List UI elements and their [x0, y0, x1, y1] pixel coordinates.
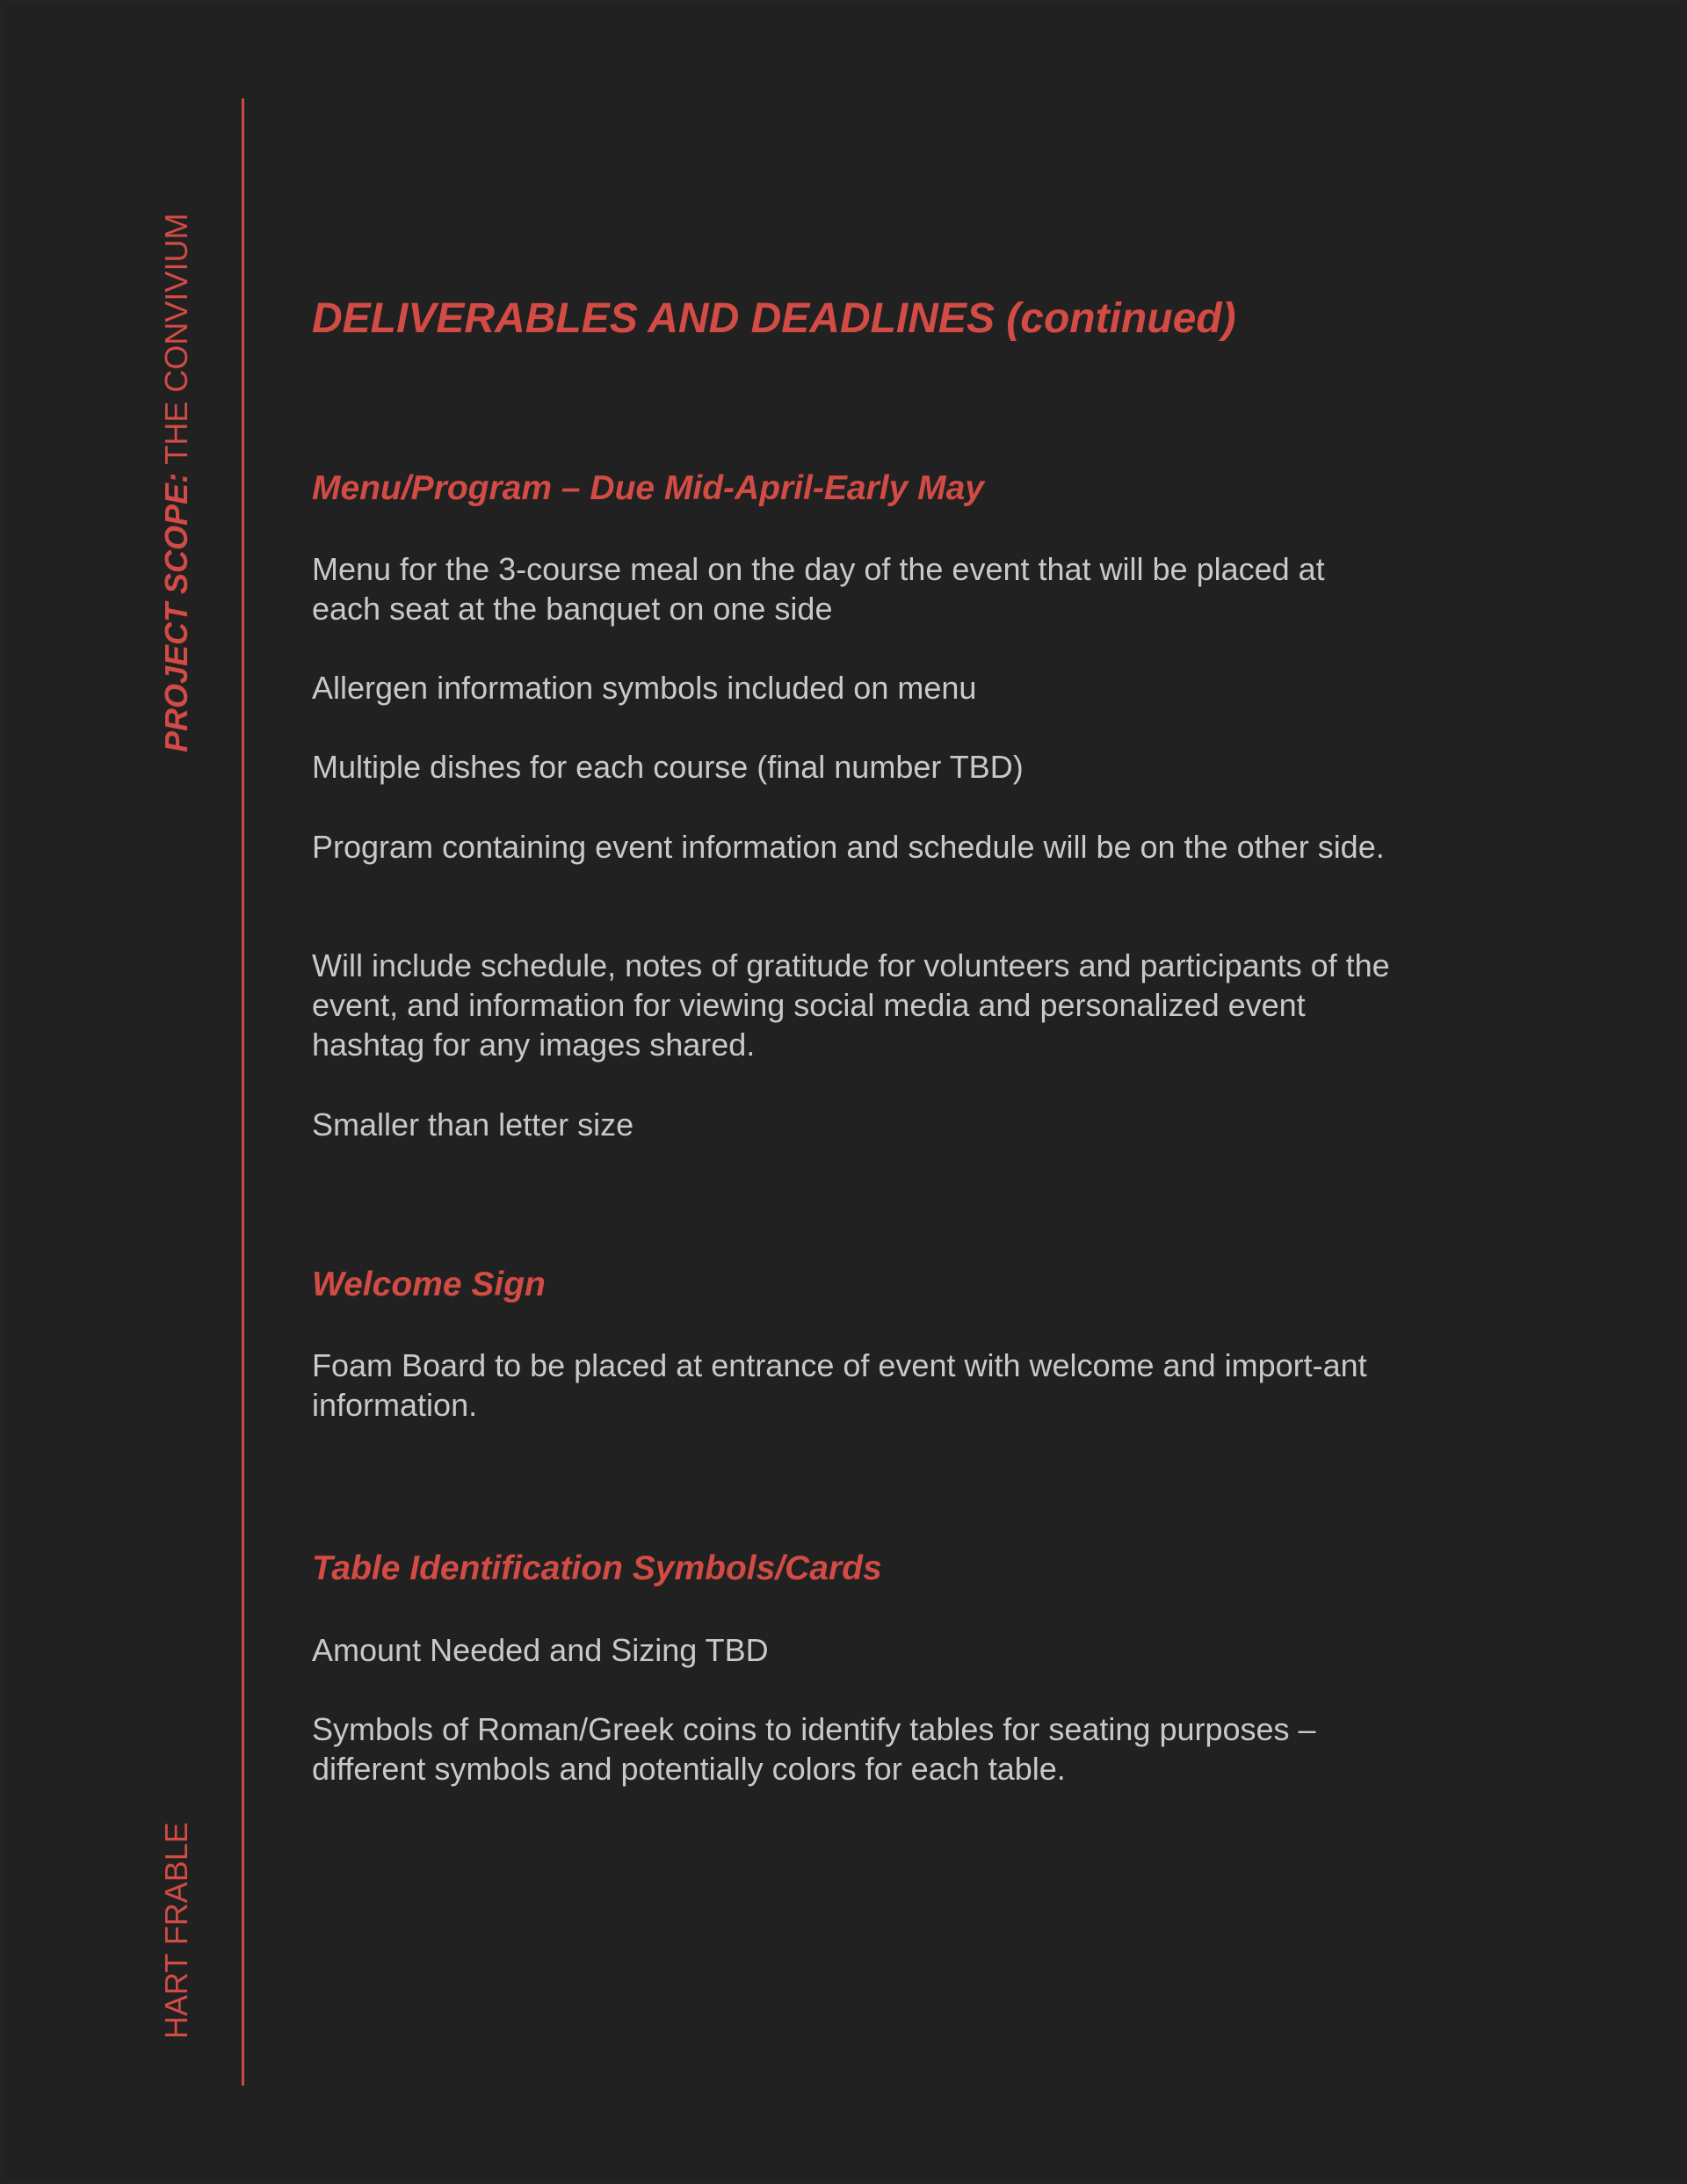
- paragraph: Will include schedule, notes of gratitude for volunteers and participants of the event, and information for viewing social media and personalized event hashtag for any images shared.: [312, 947, 1390, 1063]
- paragraph: Multiple dishes for each course (final number TBD): [312, 749, 1024, 785]
- paragraph: Program containing event information and schedule will be on the other side.: [312, 829, 1385, 865]
- section-heading-welcome-sign: Welcome Sign: [312, 1266, 546, 1303]
- paragraph: Menu for the 3-course meal on the day of the event that will be placed at each seat at the banquet on one side: [312, 551, 1325, 627]
- paragraph: Allergen information symbols included on menu: [312, 670, 977, 706]
- paragraph: Foam Board to be placed at entrance of event with welcome and import-ant information.: [312, 1347, 1367, 1423]
- project-name: THE CONVIVIUM: [158, 213, 194, 465]
- paragraph: Amount Needed and Sizing TBD: [312, 1632, 769, 1668]
- section-heading-table-identification: Table Identification Symbols/Cards: [312, 1549, 882, 1587]
- page-title: DELIVERABLES AND DEADLINES (continued): [312, 295, 1236, 342]
- author-name: HART FRABLE: [158, 1822, 194, 2039]
- vertical-divider: [242, 98, 244, 2086]
- paragraph: Symbols of Roman/Greek coins to identify tables for seating purposes – different symbols and potentially colors for each table.: [312, 1711, 1316, 1787]
- section-heading-menu-program: Menu/Program – Due Mid-April-Early May: [312, 469, 984, 507]
- document-page: [3, 3, 1685, 2181]
- scope-label-prefix: PROJECT SCOPE:: [158, 472, 194, 752]
- project-scope-label: [159, 214, 194, 752]
- paragraph: Smaller than letter size: [312, 1107, 634, 1143]
